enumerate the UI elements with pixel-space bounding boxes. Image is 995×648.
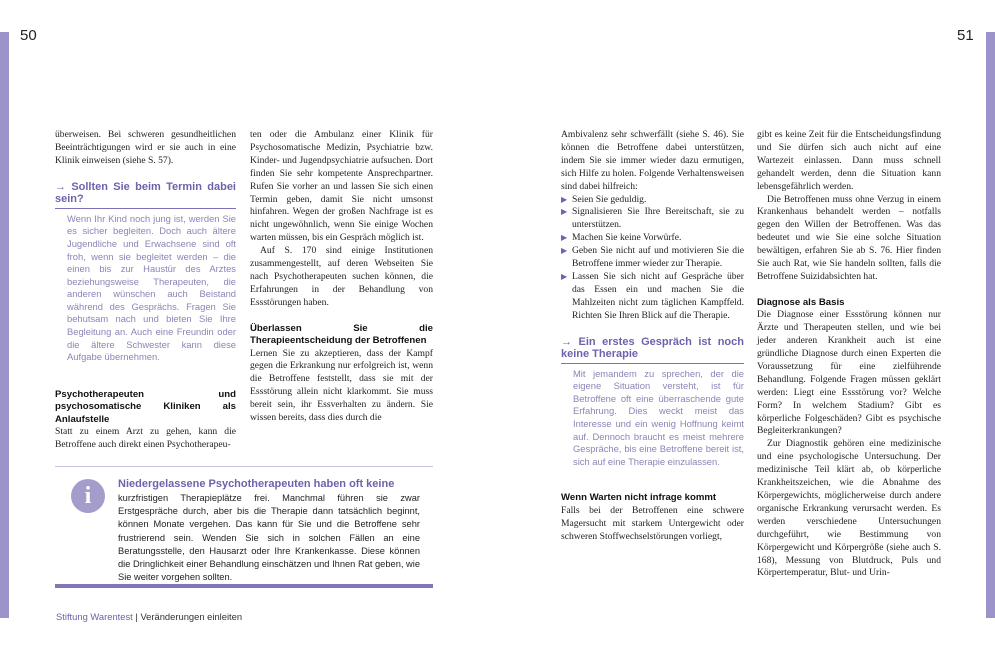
paragraph: überweisen. Bei schweren gesundheitlichen Beeinträchtigungen wird er sie auch in eine Klinik einweisen (siehe S. 57).: [55, 129, 236, 166]
section-heading: Diagnose als Basis: [757, 296, 845, 308]
info-icon: i: [71, 479, 105, 513]
info-box-title: Niedergelassene Psychotherapeuten haben oft keine: [118, 478, 395, 490]
paragraph: Zur Diagnostik gehören eine medizinische und eine psychologische Untersuchung. Der medizinische Teil klärt ab, ob körperliche Krankheitszeichen, wie die Abnahme des Körpergewichts, möglicherweise durch andere organische Erkrankung verursacht werden. Es werden verschiedene Untersuchungen durchgeführt, wie Bestimmung von Körpergewicht und Körpergröße (siehe auch S. 168), Messung von Blutdruck, Puls und Körpertemperatur, Blut- und Urin-: [757, 438, 941, 579]
left-page-edge-bar: [0, 32, 9, 618]
list-item: ▶ Geben Sie nicht auf und motivieren Sie die Betroffene immer wieder zur Therapie.: [561, 245, 744, 270]
page-number-left: 50: [20, 27, 37, 44]
question-box-text: Mit jemandem zu sprechen, der die eigene Situation versteht, ist für Betroffene oft eine überraschende gute Erfahrung. Dies weckt meist das Interesse und ein wenig Hoffnung keimt auf. Dennoch braucht es meist mehrere Gespräche, bis eine Betroffene bereit ist, sich auf eine Therapie einzulassen.: [573, 367, 744, 467]
arrow-right-icon: →: [55, 180, 66, 193]
paragraph: Die Betroffenen muss ohne Verzug in einem Krankenhaus behandelt werden – notfalls gegen den Willen der Betroffenen. Was das bedeutet und wie Sie eine solche Situation bewältigen, erfahren Sie ab S. 76. Hier finden Sie auch Rat, wie Sie handeln sollten, falls die Betroffene Suizidabsichten hat.: [757, 193, 941, 282]
right-page-edge-bar: [986, 32, 995, 618]
section-heading: Überlassen Sie die Therapieentscheidung der Betroffenen: [250, 322, 433, 347]
paragraph: Die Diagnose einer Essstörung können nur Ärzte und Therapeuten stellen, und wie bei jeder anderen Krankheit auch ist eine gründliche Diagnose durch einen Experten die Voraussetzung für eine zielführende Behandlung. Folgende Fragen müssen geklärt werden: Liegt eine Essstörung vor? Welche Form? In welchem Stadium? Gibt es körperliche Folgeschäden? Gibt es psychische Begleiterkrankungen?: [757, 309, 941, 437]
footer-separator: |: [135, 611, 138, 622]
footer-section: Veränderungen einleiten: [140, 611, 243, 622]
list-item: ▶ Seien Sie geduldig.: [561, 193, 647, 205]
question-box-text: Wenn Ihr Kind noch jung ist, werden Sie es sicher begleiten. Doch auch ältere Jugendliche und Erwachsene sind oft froh, wenn sie begleitet werden – die einen bis zur Haustür des Arztes beziehungsweise Therapeuten, die anderen wünschen auch Beistand während des Gesprächs. Fragen Sie behutsam nach und bieten Sie Ihre Begleitung an. Auch eine Freundin oder die ältere Schwester kann diese Aufgabe übernehmen.: [67, 212, 236, 363]
triangle-bullet-icon: ▶: [561, 271, 568, 281]
paragraph: Lernen Sie zu akzeptieren, dass der Kampf gegen die Erkrankung nur erfolgreich ist, wenn die Betroffene feststellt, dass sie mit der Essstörung allein nicht klarkommt. Sie muss bereit sein, ihr Essverhalten zu ändern. Sie wissen bereits, dass dies durch die: [250, 347, 433, 424]
info-box-text: kurzfristigen Therapieplätze frei. Manchmal führen sie zwar Erstgespräche durch, aber bis die Therapie dann tatsächlich beginnt, können Monate vergehen. Das kann für Sie und die Betroffene sehr frustrierend sein. Wenden Sie sich in solchen Fällen an eine Beratungsstelle, den Hausarzt oder Ihre Krankenkasse. Diese können die Dringlichkeit einer Behandlung einschätzen und Ihnen Rat geben, wie Sie weiter vorgehen sollten.: [118, 493, 420, 583]
paragraph: Ambivalenz sehr schwerfällt (siehe S. 46). Sie können die Betroffene dabei unterstützen, indem Sie sie immer wieder dazu ermutigen, sich Hilfe zu holen. Folgende Verhaltensweisen sind dabei hilfreich:: [561, 129, 744, 192]
triangle-bullet-icon: ▶: [561, 233, 568, 243]
section-heading: Wenn Warten nicht infrage kommt: [561, 492, 717, 504]
list-item: ▶ Lassen Sie sich nicht auf Gespräche über das Essen ein und machen Sie die Mahlzeiten nicht zum täglichen Kampffeld. Richten Sie Ihren Blick auf die Therapie.: [561, 270, 744, 321]
question-box-title: → Ein erstes Gespräch ist noch keine Therapie: [561, 336, 744, 364]
triangle-bullet-icon: ▶: [561, 207, 568, 217]
section-heading: Psychotherapeuten und psychosomatische Kliniken als Anlaufstelle: [55, 388, 236, 425]
question-box-first-talk: [561, 336, 744, 469]
arrow-right-icon: →: [561, 335, 572, 348]
footer-brand: Stiftung Warentest: [56, 611, 133, 622]
list-item: ▶ Machen Sie keine Vorwürfe.: [561, 232, 682, 244]
page-footer: [56, 611, 242, 622]
paragraph: gibt es keine Zeit für die Entscheidungsfindung und Sie dürfen sich auch nicht auf eine Wartezeit einlassen. Dann muss schnell gehandelt werden, denn die Situation kann lebensgefährlich werden.: [757, 129, 941, 192]
page-number-right: 51: [957, 27, 974, 44]
paragraph: Statt zu einem Arzt zu gehen, kann die Betroffene auch direkt einen Psychotherapeu-: [55, 426, 236, 450]
paragraph: ten oder die Ambulanz einer Klinik für Psychosomatische Medizin, Psychiatrie bzw. Kinder- und Jugendpsychiatrie aufsuchen. Dort finden Sie sehr kompetente Ansprechpartner. Rufen Sie vorher an und lassen Sie sich einen Termin geben, damit Sie nicht umsonst hinfahren. Wegen der großen Nachfrage ist es nicht ungewöhnlich, wenn Sie einige Wochen warten müssen, bis ein Gespräch möglich ist.: [250, 129, 433, 244]
question-box-title: → Sollten Sie beim Termin dabei sein?: [55, 181, 236, 209]
bullet-list: [561, 194, 744, 323]
column-1: [55, 129, 236, 452]
column-3: [561, 129, 744, 543]
paragraph: Falls bei der Betroffenen eine schwere Magersucht mit starkem Untergewicht oder schweren Stoffwechselstörungen vorliegt,: [561, 504, 744, 542]
paragraph: Auf S. 170 sind einige Institutionen zusammengestellt, auf deren Webseiten Sie nach Psychotherapeuten suchen können, die Erfahrungen in der Behandlung von Essstörungen haben.: [250, 245, 433, 308]
column-2: [250, 129, 433, 425]
question-box-attendance: [55, 181, 236, 364]
triangle-bullet-icon: ▶: [561, 246, 568, 256]
list-item: ▶ Signalisieren Sie Ihre Bereitschaft, sie zu unterstützen.: [561, 206, 744, 231]
triangle-bullet-icon: ▶: [561, 194, 568, 204]
column-4: [757, 129, 941, 580]
